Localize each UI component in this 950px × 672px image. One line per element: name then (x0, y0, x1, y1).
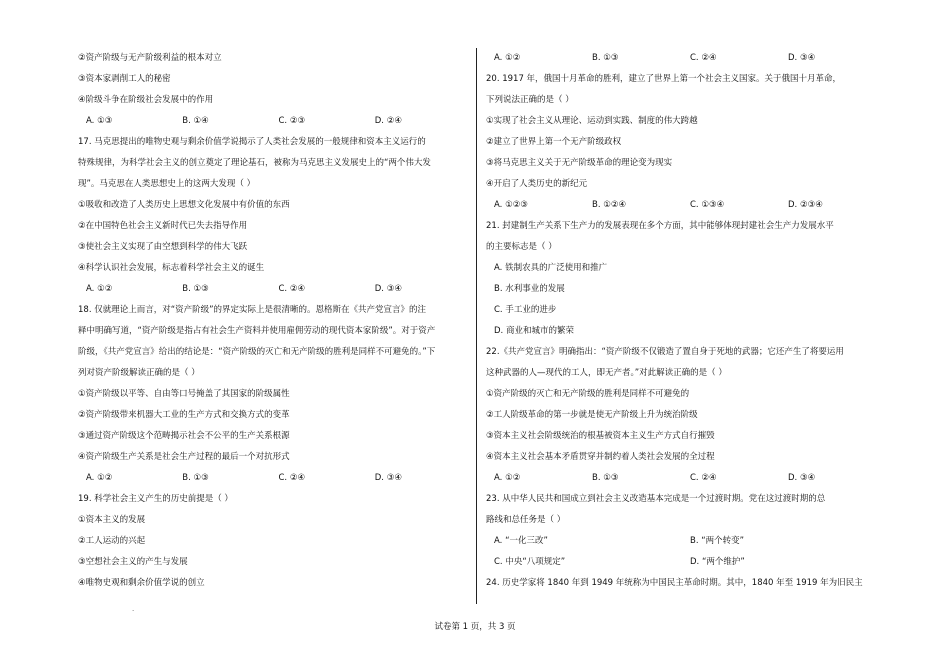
q16-statement: ③资本家剥削工人的秘密 (78, 74, 171, 84)
option-c[interactable]: C. ①③④ (690, 200, 725, 210)
q22-stem: 22.《共产党宣言》明确指出：“资产阶级不仅锻造了置自身于死地的武器；它还产生了将要运用 (486, 347, 844, 357)
option-d[interactable]: D. ②③④ (788, 200, 823, 210)
q16-options (78, 111, 463, 132)
option-b[interactable]: B. ①③ (592, 53, 619, 63)
q23-stem: 路线和总任务是（ ） (486, 515, 566, 525)
q20-options (486, 195, 878, 216)
option-b[interactable]: B. ①③ (592, 473, 619, 483)
q22-statement: ④资本主义社会基本矛盾贯穿并制约着人类社会发展的全过程 (486, 452, 715, 462)
option-d[interactable]: D. ③④ (374, 473, 402, 483)
q22-options (486, 468, 878, 489)
option-c[interactable]: C. 手工业的进步 (494, 305, 557, 315)
option-c[interactable]: C. ②④ (690, 473, 717, 483)
q17-stem: 17. 马克思提出的唯物史观与剩余价值学说揭示了人类社会发展的一般规律和资本主义运行的 (78, 137, 426, 147)
q23-options-row2 (486, 552, 878, 573)
q22-statement: ③资本主义社会阶级统治的根基被资本主义生产方式自行摧毁 (486, 431, 715, 441)
q19-statement: ②工人运动的兴起 (78, 536, 146, 546)
option-a[interactable]: A. ①②③ (494, 200, 528, 210)
q18-statement: ④资产阶级生产关系是社会生产过程的最后一个对抗形式 (78, 452, 290, 462)
q17-statement: ②在中国特色社会主义新时代已失去指导作用 (78, 221, 248, 231)
page-footer: 试卷第 1 页，共 3 页 (434, 622, 516, 632)
option-c[interactable]: C. ②④ (278, 473, 306, 483)
q18-options (78, 468, 463, 489)
option-c[interactable]: C. ②④ (690, 53, 717, 63)
option-d[interactable]: D. ③④ (788, 473, 816, 483)
q17-statement: ①吸收和改造了人类历史上思想文化发展中有价值的东西 (78, 200, 290, 210)
q24-stem: 24. 历史学家将 1840 年到 1949 年统称为中国民主革命时期。其中，1840 年至 1919 年为旧民主 (486, 578, 863, 588)
option-a[interactable]: A. ①② (86, 473, 113, 483)
option-d[interactable]: D. ③④ (374, 284, 402, 294)
q16-statement: ②资产阶级与无产阶级利益的根本对立 (78, 53, 222, 63)
q18-stem: 释中明确写道，“资产阶级是指占有社会生产资料并使用雇佣劳动的现代资本家阶级”。对于资产 (78, 326, 436, 336)
option-b[interactable]: B. ①③ (182, 284, 209, 294)
option-b[interactable]: B. “两个转变” (690, 536, 745, 546)
q20-stem: 20. 1917 年，俄国十月革命的胜利，建立了世界上第一个社会主义国家。关于俄国十月革命， (486, 74, 842, 84)
q22-statement: ②工人阶级革命的第一步就是使无产阶级上升为统治阶级 (486, 410, 698, 420)
option-a[interactable]: A. 铁制农具的广泛使用和推广 (494, 263, 608, 273)
option-c[interactable]: C. ②③ (278, 116, 306, 126)
option-a[interactable]: A. ①③ (86, 116, 113, 126)
q20-statement: ③将马克思主义关于无产阶级革命的理论变为现实 (486, 158, 673, 168)
q17-stem: 特殊规律，为科学社会主义的创立奠定了理论基石，被称为马克思主义发展史上的“两个伟大发 (78, 158, 431, 168)
q17-statement: ④科学认识社会发展，标志着科学社会主义的诞生 (78, 263, 265, 273)
q19-stem: 19. 科学社会主义产生的历史前提是（ ） (78, 494, 233, 504)
option-d[interactable]: D. “两个维护” (690, 557, 745, 567)
q18-statement: ②资产阶级带来机器大工业的生产方式和交换方式的变革 (78, 410, 290, 420)
q20-stem: 下列说法正确的是（ ） (486, 95, 574, 105)
q20-statement: ②建立了世界上第一个无产阶级政权 (486, 137, 622, 147)
q21-stem: 的主要标志是（ ） (486, 242, 557, 252)
q17-statement: ③使社会主义实现了由空想到科学的伟大飞跃 (78, 242, 248, 252)
stray-mark: · (132, 607, 135, 615)
q22-stem: 这种武器的人—现代的工人，即无产者。”对此解读正确的是（ ） (486, 368, 727, 378)
q17-stem: 现”。马克思在人类思想史上的这两大发现（ ） (78, 179, 256, 189)
option-b[interactable]: B. ①④ (182, 116, 209, 126)
q18-statement: ①资产阶级以平等、自由等口号掩盖了其国家的阶级属性 (78, 389, 290, 399)
q17-options (78, 279, 463, 300)
option-c[interactable]: C. ②④ (278, 284, 306, 294)
left-column (78, 48, 463, 594)
option-d[interactable]: D. 商业和城市的繁荣 (494, 326, 574, 336)
q20-statement: ①实现了社会主义从理论、运动到实践、制度的伟大跨越 (486, 116, 698, 126)
option-b[interactable]: B. 水利事业的发展 (494, 284, 565, 294)
q23-options-row1 (486, 531, 878, 552)
option-d[interactable]: D. ③④ (788, 53, 816, 63)
q19-statement: ③空想社会主义的产生与发展 (78, 557, 188, 567)
q18-stem: 列对资产阶级解读正确的是（ ） (78, 368, 200, 378)
q20-statement: ④开启了人类历史的新纪元 (486, 179, 588, 189)
q18-stem: 18. 仅就理论上而言，对“资产阶级”的界定实际上是很清晰的。恩格斯在《共产党宣言》的注 (78, 305, 427, 315)
option-a[interactable]: A. ①② (86, 284, 113, 294)
q16-statement: ④阶级斗争在阶级社会发展中的作用 (78, 95, 214, 105)
q23-stem: 23. 从中华人民共和国成立到社会主义改造基本完成是一个过渡时期。党在这过渡时期的总 (486, 494, 826, 504)
option-b[interactable]: B. ①③ (182, 473, 209, 483)
q19-options (486, 48, 878, 69)
right-column (486, 48, 878, 594)
option-a[interactable]: A. ①② (494, 53, 521, 63)
option-d[interactable]: D. ②④ (374, 116, 402, 126)
option-a[interactable]: A. “一化三改” (494, 536, 548, 546)
q19-statement: ①资本主义的发展 (78, 515, 146, 525)
option-a[interactable]: A. ①② (494, 473, 521, 483)
q21-stem: 21. 封建制生产关系下生产力的发展表现在多个方面，其中能够体现封建社会生产力发展水平 (486, 221, 834, 231)
q18-stem: 阶级，《共产党宣言》给出的结论是：“资产阶级的灭亡和无产阶级的胜利是同样不可避免的。”下 (78, 347, 436, 357)
q22-statement: ①资产阶级的灭亡和无产阶级的胜利是同样不可避免的 (486, 389, 690, 399)
column-divider (476, 48, 477, 604)
option-b[interactable]: B. ①②④ (592, 200, 627, 210)
q19-statement: ④唯物史观和剩余价值学说的创立 (78, 578, 205, 588)
option-c[interactable]: C. 中央“八项规定” (494, 557, 566, 567)
q18-statement: ③通过资产阶级这个范畴揭示社会不公平的生产关系根源 (78, 431, 290, 441)
